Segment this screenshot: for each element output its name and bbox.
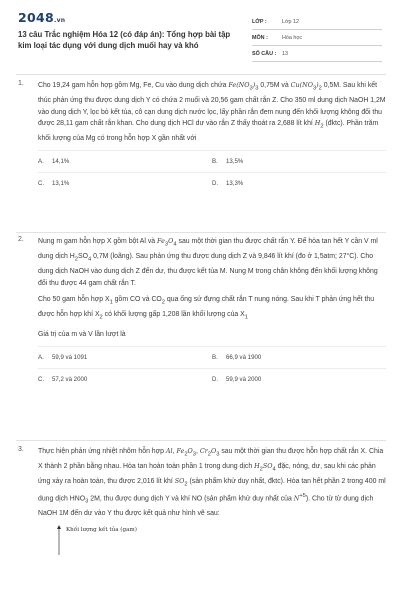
document-title: 13 câu Trắc nghiệm Hóa 12 (có đáp án): Tổng hợp bài tập kim loại tác dụng với dung dịch muối hay và khó <box>18 30 231 50</box>
chart-y-axis-label: Khối lượng kết tủa (gam) <box>66 526 137 533</box>
option-row <box>38 368 386 390</box>
option-c[interactable] <box>38 180 212 187</box>
y-axis-arrow-icon <box>56 525 62 555</box>
question-divider <box>16 440 386 441</box>
option-letter: C. <box>38 179 45 187</box>
question-number: 2. <box>18 236 24 243</box>
question-number: 1. <box>18 80 24 87</box>
option-text: 13,3% <box>226 179 244 187</box>
question-number: 3. <box>18 446 24 453</box>
meta-value: Lớp 12 <box>282 18 300 25</box>
option-c[interactable] <box>38 376 212 383</box>
meta-key: SỐ CÂU : <box>252 50 277 57</box>
meta-row-class <box>252 14 382 30</box>
option-letter: C. <box>38 375 45 383</box>
question-instruction: Giá trị của m và V lần lượt là <box>38 331 126 339</box>
question-divider <box>16 232 386 233</box>
option-b[interactable] <box>212 158 386 165</box>
header-divider <box>16 74 386 75</box>
option-text: 14,1% <box>52 157 70 165</box>
question-text: Thực hiện phản ứng nhiệt nhôm hỗn hợp Al, $Fe_2O_3$, $Cr_2O_3$ sau một thời gian thu được hỗn hợp chất rắn X. Chia X thành 2 phần bằng nhau. Hòa tan hoàn toàn phần 1 trong dung dịch $H_2SO_4$ đặc, nóng, dư, sau khi các phản ứng xảy ra hoàn toàn, thu được 2,016 lít khí $SO_2$ (sản phẩm khử duy nhất, đktc). Hòa tan hết phần 2 trong 400 ml dung dịch $HNO_3$ 2M, thu được dung dịch Y và khí NO (sản phẩm khử duy nhất của $N^{+5}$). Cho từ từ dung dịch NaOH 1M đến dư vào Y thu được kết quả như hình vẽ sau: <box>38 447 386 518</box>
meta-value: Hóa học <box>282 34 303 41</box>
option-letter: A. <box>38 157 44 165</box>
answer-options <box>38 150 386 194</box>
answer-options <box>38 346 386 390</box>
question-text: Nung m gam hỗn hợp X gồm bột Al và $Fe_3O_4$ sau một thời gian thu được chất rắn Y. Để hòa tan hết Y cần V ml dung dịch $H_2SO_4$ 0,7M (loãng). Sau phản ứng thu được dung dịch Z và 9,846 lít khí (đo ở 1,5atm; 27°C). Cho dung dịch NaOH vào dung dịch Z đến dư, thu được kết tủa M. Nung M trong chân không đến khối lượng không đổi thu được 44 gam chất rắn T. Cho 50 gam hỗn hợp $X_1$ gồm CO và $CO_2$ qua ống sứ đựng chất rắn T nung nóng. Sau khi T phản ứng hết thu được hỗn hợp khí $X_2$ có khối lượng gấp 1,208 lần khối lượng của $X_1$ Giá trị của m và V lần lượt là <box>38 236 386 341</box>
option-a[interactable] <box>38 354 212 361</box>
question-2 <box>18 236 386 390</box>
option-text: 66,9 và 1900 <box>226 353 262 361</box>
option-row <box>38 172 386 194</box>
option-text: 59,9 và 1091 <box>52 353 88 361</box>
option-letter: D. <box>212 179 219 187</box>
option-text: 57,2 và 2000 <box>52 375 88 383</box>
question-text: Cho 19,24 gam hỗn hợp gồm Mg, Fe, Cu vào dung dịch chứa $Fe(NO_3)_3$ 0,75M và $Cu(NO_3)_2$ 0,5M. Sau khi kết thúc phản ứng thu được dung dịch Y có chứa 2 muối và 20,56 gam chất rắn Z. Cho 350 ml dung dịch NaOH 1,2M vào dung dịch Y, lọc bỏ kết tủa, cô cạn dung dịch nước lọc, lấy phần rắn đem nung đến khối lượng không đổi thu được 28,11 gam chất rắn khan. Cho dung dịch HCl dư vào rắn Z thấy thoát ra 2,688 lít khí $H_2$ (đktc). Phần trăm khối lượng của Mg có trong hỗn hợp X gần nhất với <box>38 81 386 143</box>
option-text: 59,9 và 2000 <box>226 375 262 383</box>
option-text: 13,5% <box>226 157 244 165</box>
option-letter: B. <box>212 157 218 165</box>
option-text: 13,1% <box>52 179 70 187</box>
chart-preview <box>42 525 386 555</box>
option-b[interactable] <box>212 354 386 361</box>
option-d[interactable] <box>212 180 386 187</box>
option-letter: D. <box>212 375 219 383</box>
question-1 <box>18 80 386 194</box>
meta-key: LỚP : <box>252 18 267 25</box>
logo-suffix: .vn <box>54 17 66 24</box>
site-logo[interactable] <box>18 10 65 25</box>
question-3 <box>18 446 386 555</box>
logo-text: 2048 <box>18 10 54 25</box>
document-meta <box>252 14 382 62</box>
option-letter: B. <box>212 353 218 361</box>
meta-value: 13 <box>282 50 288 57</box>
meta-row-subject <box>252 30 382 46</box>
option-a[interactable] <box>38 158 212 165</box>
meta-key: MÔN : <box>252 34 268 41</box>
option-letter: A. <box>38 353 44 361</box>
meta-row-count <box>252 46 382 62</box>
page-header <box>0 0 400 80</box>
option-d[interactable] <box>212 376 386 383</box>
option-row <box>38 346 386 368</box>
option-row <box>38 150 386 172</box>
